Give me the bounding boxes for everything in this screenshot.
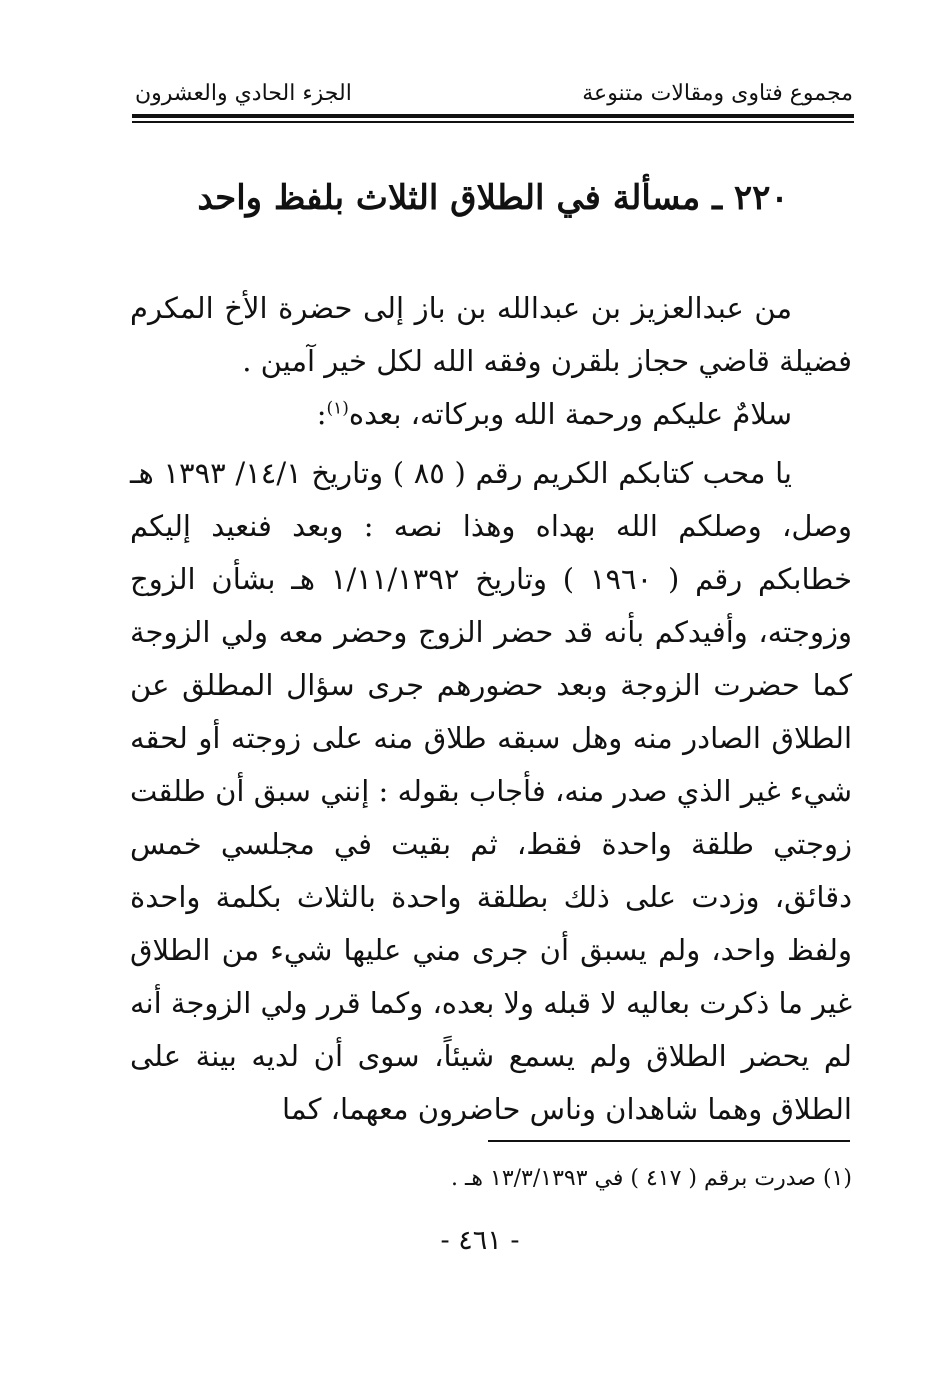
footnote — [300, 1166, 852, 1191]
article-title: ٢٢٠ ـ مسألة في الطلاق الثلاث بلفظ واحد — [197, 178, 789, 218]
header-rule-thin — [132, 121, 854, 123]
greeting-text: سلامٌ عليكم ورحمة الله وبركاته، بعده — [348, 397, 792, 431]
book-title: مجموع فتاوى ومقالات متنوعة — [582, 80, 853, 106]
salutation-paragraph: من عبدالعزيز بن عبدالله بن باز إلى حضرة الأخ المكرم فضيلة قاضي حجاز بلقرن وفقه الله لكل خير آمين . — [130, 291, 852, 378]
footnote-reference: (١) — [326, 398, 349, 419]
article-body — [130, 282, 852, 1136]
footnote-separator — [488, 1140, 850, 1142]
greeting-end: : — [316, 397, 327, 431]
volume-label: الجزء الحادي والعشرون — [135, 80, 352, 106]
page-number: - ٤٦١ - — [440, 1225, 520, 1256]
body-paragraph: يا محب كتابكم الكريم رقم ( ٨٥ ) وتاريخ ١٤/١/ ١٣٩٣ هـ وصل، وصلكم الله بهداه وهذا نصه : وبعد فنعيد إليكم خطابكم رقم ( ١٩٦٠ ) وتاريخ ١/١١/١٣٩٢ هـ بشأن الزوج وزوجته، وأفيدكم بأنه قد حضر الزوج وحضر معه ولي الزوجة كما حضرت الزوجة وبعد حضورهم جرى سؤال المطلق عن الطلاق الصادر منه وهل سبقه طلاق منه على زوجته أو لحقه شيء غير الذي صدر منه، فأجاب بقوله : إنني سبق أن طلقت زوجتي طلقة واحدة فقط، ثم بقيت في مجلسي خمس دقائق، وزدت على ذلك بطلقة واحدة بالثلاث بكلمة واحدة ولفظ واحد، ولم يسبق أن جرى مني عليها شيء من الطلاق غير ما ذكرت بعاليه لا قبله ولا بعده، وكما قرر ولي الزوجة أنه لم يحضر الطلاق ولم يسمع شيئاً، سوى أن لديه بينة على الطلاق وهما شاهدان وناس حاضرون معهما، كما — [130, 456, 852, 1126]
greeting-paragraph — [130, 388, 852, 441]
footnote-text: صدرت برقم ( ٤١٧ ) في ١٣/٣/١٣٩٣ هـ . — [450, 1166, 816, 1191]
running-header — [135, 78, 853, 108]
header-rule-thick — [132, 114, 854, 118]
footnote-marker: (١) — [822, 1166, 852, 1191]
